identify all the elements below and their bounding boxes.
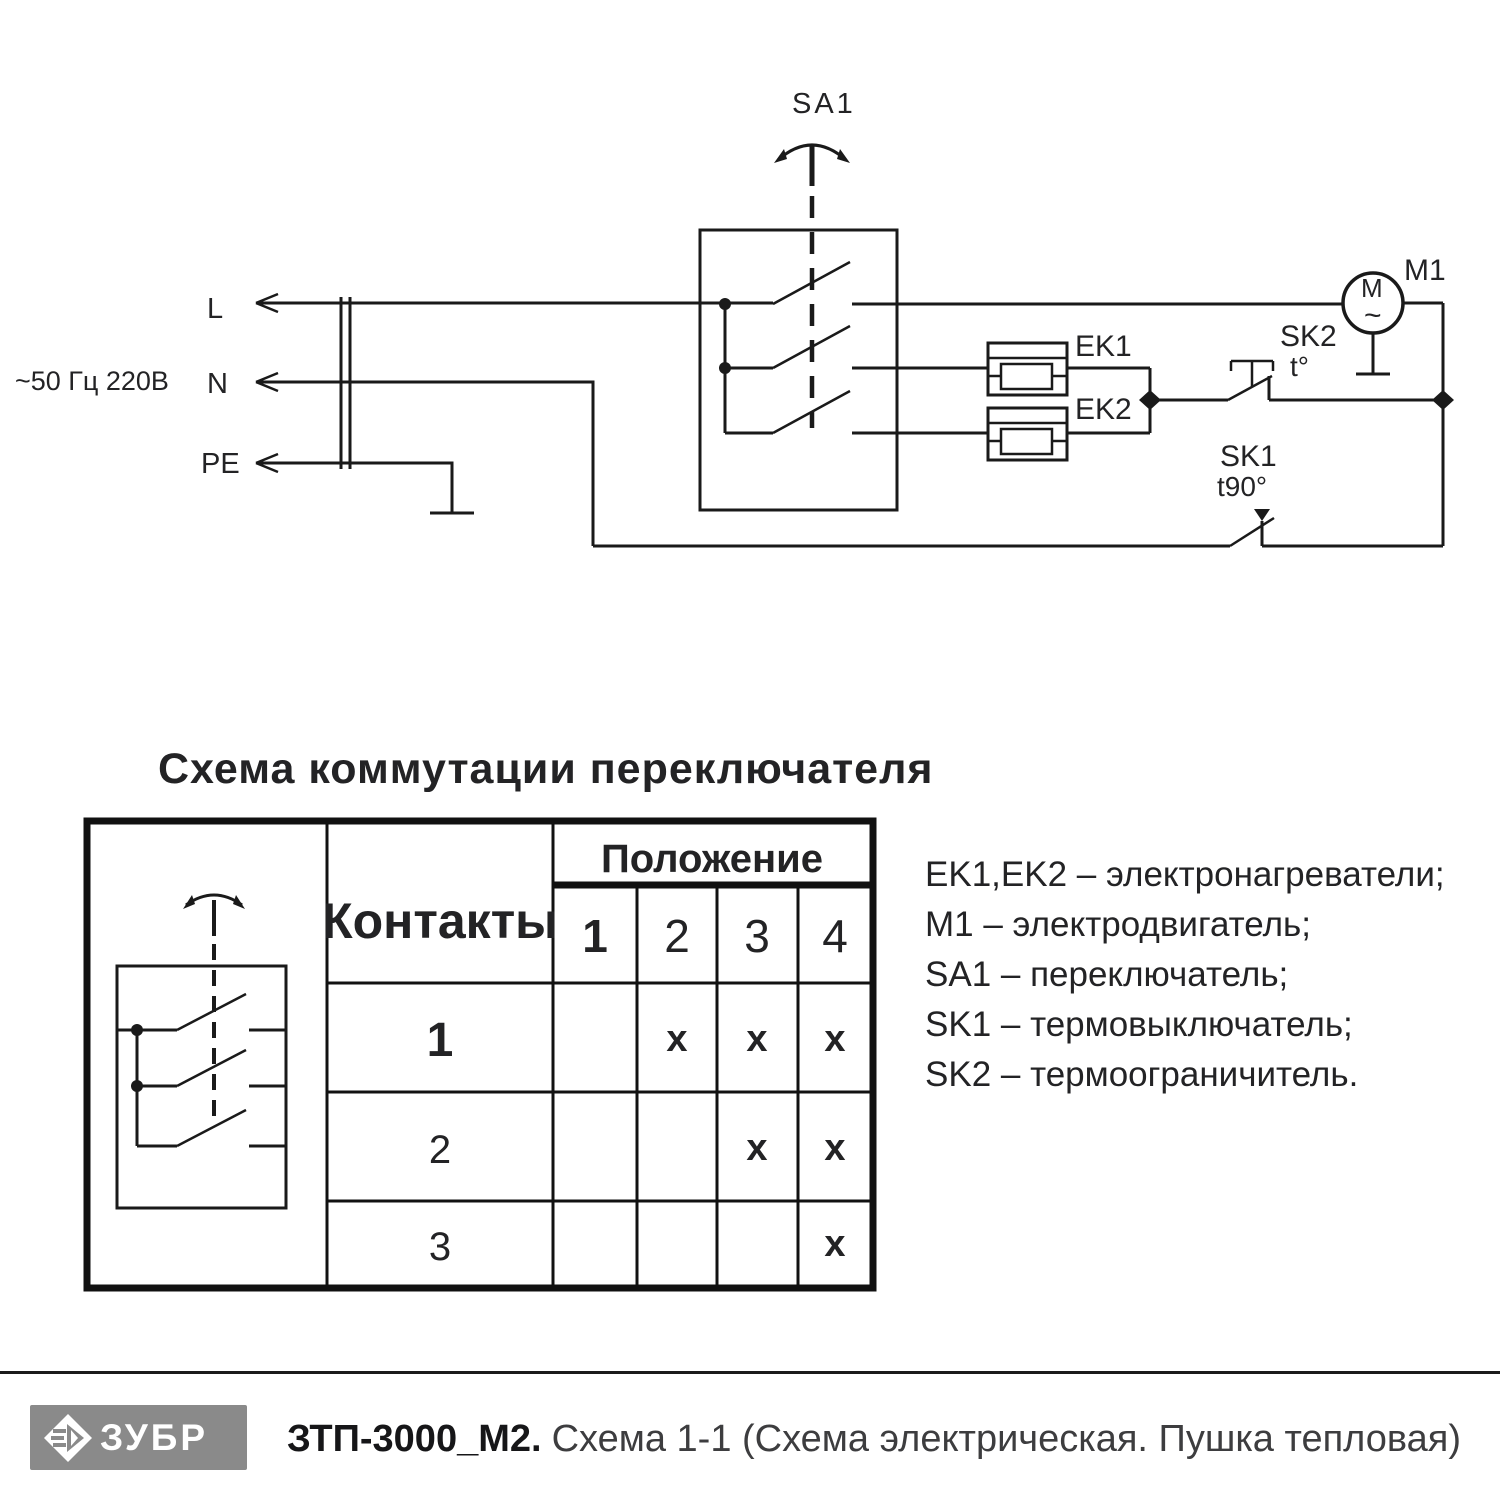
sk2-temp-label: t° (1290, 351, 1309, 382)
thermal-cutout-sk1 (593, 509, 1443, 546)
line-pe-label: PE (201, 448, 240, 480)
contact-row-1-label: 1 (426, 1014, 454, 1067)
mark-r2-p3: x (746, 1127, 768, 1169)
supply-label: ~50 Гц 220В (15, 366, 169, 396)
position-col-1: 1 (582, 910, 608, 962)
legend-item-sk2: SK2 – термоограничитель. (925, 1055, 1359, 1094)
brand-name: ЗУБР (100, 1416, 209, 1458)
thermal-limiter-sk2 (1228, 361, 1454, 410)
mark-r1-p4: x (824, 1018, 846, 1060)
contact-row-2-label: 2 (428, 1128, 452, 1172)
scheme-caption: Схема 1-1 (Схема электрическая. Пушка тепловая) (551, 1418, 1462, 1460)
zubr-logo (30, 1405, 247, 1470)
position-header: Положение (600, 837, 824, 881)
ek2-label: EK2 (1075, 393, 1132, 426)
footer-divider (0, 1371, 1500, 1374)
mark-r1-p2: x (666, 1018, 688, 1060)
legend-item-ek: EK1,EK2 – электронагреватели; (925, 855, 1445, 894)
mark-r1-p3: x (746, 1018, 768, 1060)
sk2-label: SK2 (1280, 320, 1337, 353)
legend-item-sk1: SK1 – термовыключатель; (925, 1005, 1353, 1044)
power-entry-lines (256, 294, 773, 546)
ek1-label: EK1 (1075, 330, 1132, 363)
contact-row-3-label: 3 (428, 1225, 452, 1269)
position-col-2: 2 (664, 910, 690, 962)
legend-item-m1: M1 – электродвигатель; (925, 905, 1311, 944)
heater-junction (1139, 368, 1228, 433)
motor-tilde-symbol: ~ (1364, 299, 1382, 332)
zubr-diamond-icon (42, 1412, 94, 1464)
position-col-3: 3 (744, 910, 770, 962)
footer-caption (287, 1418, 1461, 1461)
position-col-4: 4 (822, 910, 848, 962)
line-n-label: N (207, 368, 228, 400)
commutation-table-title: Схема коммутации переключателя (158, 745, 934, 793)
model-number: ЗТП-3000_М2. (287, 1418, 542, 1460)
sk1-label: SK1 (1220, 440, 1277, 473)
sa1-label: SA1 (792, 88, 856, 120)
sk1-temp-label: t90° (1217, 471, 1268, 502)
table-switch-symbol (117, 895, 286, 1208)
line-l-label: L (207, 293, 224, 325)
m1-label: M1 (1404, 254, 1446, 287)
legend-item-sa1: SA1 – переключатель; (925, 955, 1289, 994)
mark-r2-p4: x (824, 1127, 846, 1169)
motor-m1 (1343, 273, 1443, 374)
motor-letter: M (1361, 273, 1383, 303)
mark-r3-p4: x (824, 1223, 846, 1265)
contacts-header: Контакты (322, 893, 558, 949)
legend (925, 855, 1445, 1094)
